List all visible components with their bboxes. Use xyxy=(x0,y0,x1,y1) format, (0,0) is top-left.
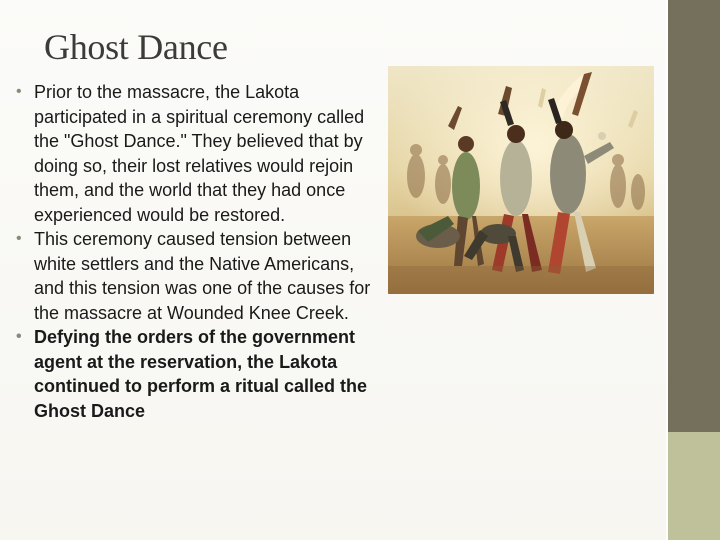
sidebar-accent-dark xyxy=(666,0,720,432)
bullet-list xyxy=(16,80,388,423)
sidebar-accent-light xyxy=(666,432,720,540)
slide-title: Ghost Dance xyxy=(44,27,228,67)
bullet-item-2 xyxy=(16,227,388,325)
bullet-text: Prior to the massacre, the Lakota participated in a spiritual ceremony called the "Ghost Dance." They believed that by doing so, their lost relatives would rejoin them, and the world that they had once experienced would be restored. xyxy=(34,82,365,225)
bullet-item-3 xyxy=(16,325,388,423)
bullet-text: Defying the orders of the government agent at the reservation, the Lakota continued to perform a ritual called the Ghost Dance xyxy=(34,327,368,421)
bullet-marker: • xyxy=(16,83,22,100)
bullet-item-1 xyxy=(16,80,388,227)
bullet-text: This ceremony caused tension between white settlers and the Native Americans, and this tension was one of the causes for the massacre at Wounded Knee Creek. xyxy=(34,229,371,323)
bullet-marker: • xyxy=(16,328,22,345)
ghost-dance-painting xyxy=(388,66,654,294)
sidebar-divider xyxy=(666,0,668,540)
bullet-marker: • xyxy=(16,230,22,247)
